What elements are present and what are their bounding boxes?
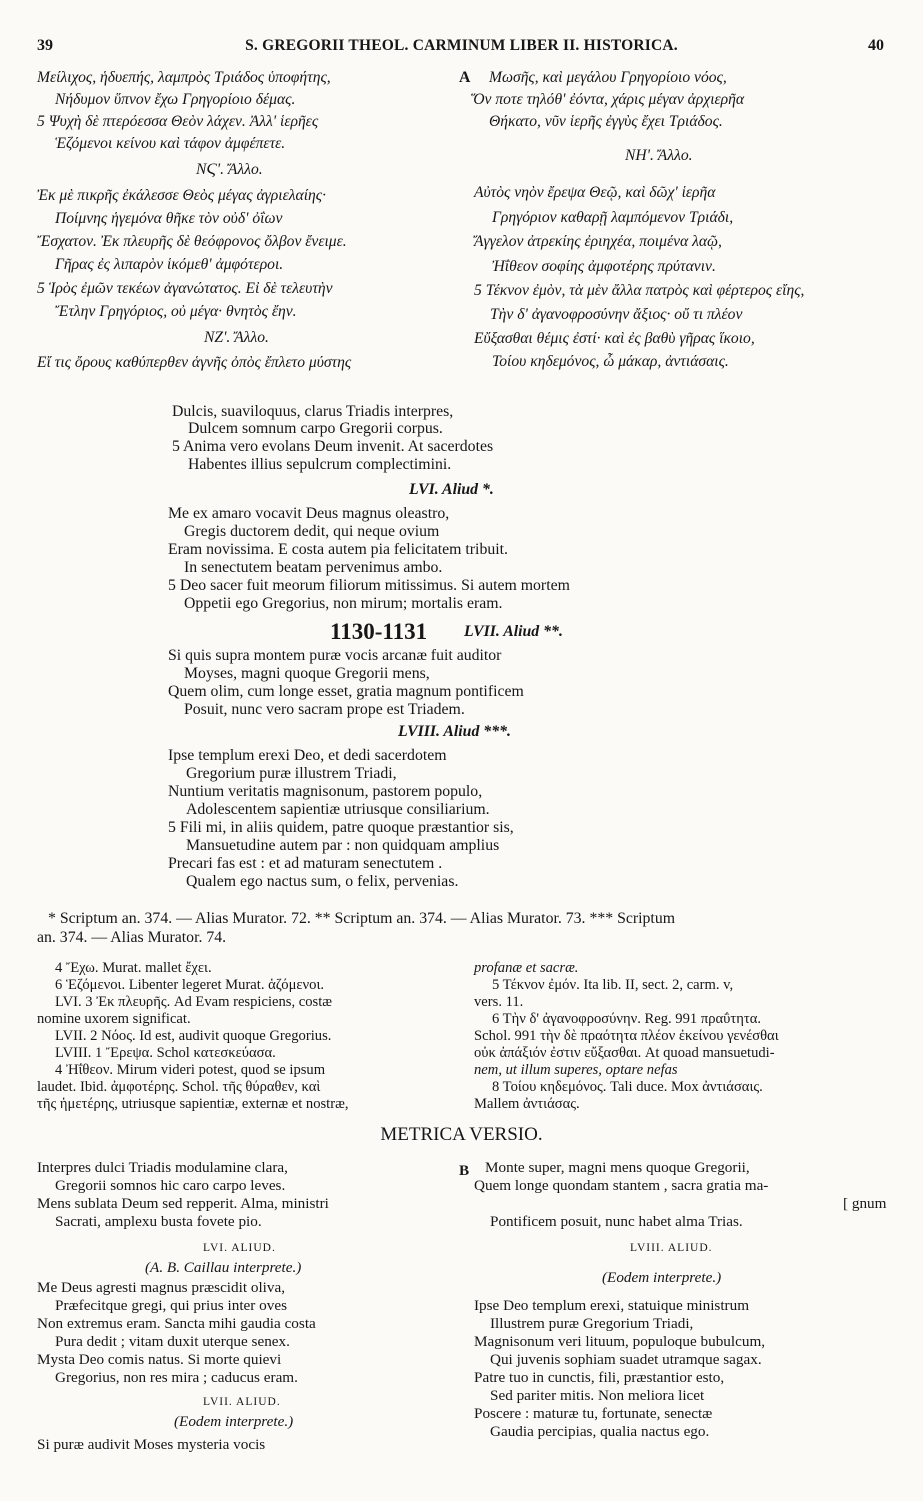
note-line: 4 Ἠΐθεον. Mirum videri potest, quod se ipsum (55, 1062, 326, 1078)
latin-line: Precari fas est : et ad maturam senectutem . (168, 855, 443, 872)
verse-line: Sed pariter mitis. Non meliora licet (490, 1387, 705, 1404)
note-line: LVIII. 1 Ἔρεψα. Schol κατεσκεύασα. (55, 1045, 276, 1061)
greek-line: Ἔτλην Γρηγόριος, οὐ μέγα· θνητὸς ἔην. (55, 303, 297, 320)
greek-line: Εἴ τις ὄρους καθύπερθεν ἁγνῆς ὀπὸς ἔπλετο μύστης (37, 354, 352, 371)
latin-line: Dulcem somnum carpo Gregorii corpus. (188, 420, 443, 437)
verse-line: Gregorius, non res mira ; caducus eram. (55, 1369, 298, 1386)
verse-line: Qui juvenis sophiam suadet utramque sagax. (490, 1351, 762, 1368)
greek-line: 5 Ἱρὸς ἐμῶν τεκέων ἀγανώτατος. Εἰ δὲ τελευτὴν (37, 280, 333, 297)
latin-line: Si quis supra montem puræ vocis arcanæ fuit auditor (168, 647, 502, 664)
column-marker: B (459, 1162, 470, 1179)
latin-line: Quem olim, cum longe esset, gratia magnum pontificem (168, 683, 524, 700)
verse-line: Pontificem posuit, nunc habet alma Trias. (490, 1213, 743, 1230)
latin-line: Dulcis, suaviloquus, clarus Triadis interpres, (172, 403, 454, 420)
greek-line: Ποίμνης ἡγεμόνα θῆκε τὸν οὐδ' ὀΐων (55, 210, 283, 227)
verse-line: Patre tuo in cunctis, fili, præstantior esto, (474, 1369, 725, 1386)
latin-line: Mansuetudine autem par : non quidquam amplius (186, 837, 500, 854)
greek-line: Μείλιχος, ἡδυεπής, λαμπρὸς Τριάδος ὑποφήτης, (37, 69, 331, 86)
verse-line: Me Deus agresti magnus præscidit oliva, (37, 1279, 286, 1296)
page-number-left: 39 (37, 37, 53, 54)
poem-heading: LVI. ALIUD. (203, 1242, 276, 1254)
footnote-line: an. 374. — Alias Murator. 74. (37, 929, 227, 946)
note-line: nem, ut illum superes, optare nefas (474, 1062, 678, 1078)
greek-line: Τὴν δ' ἀγανοφροσύνην ἄξιος· οὔ τι πλέον (490, 306, 743, 323)
verse-line: Gaudia percipias, qualia nactus ego. (490, 1423, 710, 1440)
latin-line: Ipse templum erexi Deo, et dedi sacerdotem (168, 747, 447, 764)
greek-line: Γῆρας ἐς λιπαρὸν ἱκόμεθ' ἀμφότεροι. (55, 256, 284, 273)
verse-line: Pura dedit ; vitam duxit uterque senex. (55, 1333, 290, 1350)
greek-line: Ἑζόμενοι κείνου καὶ τάφον ἀμφέπετε. (55, 135, 286, 152)
greek-line: Μωσῆς, καὶ μεγάλου Γρηγορίοιο νόος, (489, 69, 727, 86)
latin-line: Gregorium puræ illustrem Triadi, (186, 765, 397, 782)
note-line: τῆς ἡμετέρης, utriusque sapientiæ, externæ et nostræ, (37, 1096, 349, 1112)
note-line: laudet. Ibid. ἀμφοτέρης. Schol. τῆς θύραθεν, καὶ (37, 1079, 321, 1095)
note-line: LVII. 2 Νόος. Id est, audivit quoque Gregorius. (55, 1028, 332, 1044)
note-line: 6 Ἑζόμενοι. Libenter legeret Murat. ἁζόμενοι. (55, 977, 325, 993)
column-marker: A (459, 69, 471, 86)
note-line: 8 Τοίου κηδεμόνος. Tali duce. Mox ἀντιάσαις. (492, 1079, 763, 1095)
latin-line: Me ex amaro vocavit Deus magnus oleastro, (168, 505, 450, 522)
verse-line: Si puræ audivit Moses mysteria vocis (37, 1436, 266, 1453)
greek-line: Ἄγγελον ἀτρεκίης ἐριηχέα, ποιμένα λαῷ, (474, 233, 722, 250)
latin-line: Oppetii ego Gregorius, non mirum; mortalis eram. (184, 595, 503, 612)
latin-line: 5 Fili mi, in aliis quidem, patre quoque præstantior sis, (168, 819, 514, 836)
note-line: οὐκ ἀπάξιόν ἐστιν εὔξασθαι. At quoad mansuetudi- (474, 1045, 775, 1061)
verse-line: Mens sublata Deum sed repperit. Alma, ministri (37, 1195, 329, 1212)
verse-line: Non extremus eram. Sancta mihi gaudia costa (37, 1315, 316, 1332)
latin-line: Qualem ego nactus sum, o felix, pervenias. (186, 873, 459, 890)
greek-line: Θήκατο, νῦν ἱερῆς ἐγγὺς ἔχει Τριάδος. (489, 113, 723, 130)
interpreter-credit: (A. B. Caillau interprete.) (145, 1259, 302, 1276)
greek-line: Ἔσχατον. Ἐκ πλευρῆς δὲ θεόφρονος ὄλβον ἔνειμε. (37, 233, 347, 250)
note-line: nomine uxorem significat. (37, 1011, 191, 1027)
note-line: 6 Τὴν δ' ἀγανοφροσύνην. Reg. 991 πραΰτητα. (492, 1011, 762, 1027)
interpreter-credit: (Eodem interprete.) (174, 1413, 294, 1430)
verse-line: Gregorii somnos hic caro carpo leves. (55, 1177, 286, 1194)
note-line: LVI. 3 Ἐκ πλευρῆς. Ad Evam respiciens, costæ (55, 994, 332, 1010)
verse-line: Mysta Deo comis natus. Si morte quievi (37, 1351, 282, 1368)
poem-heading: LVI. Aliud *. (409, 481, 494, 498)
page-number-right: 40 (868, 37, 884, 54)
verse-line: Ipse Deo templum erexi, statuique ministrum (474, 1297, 750, 1314)
verse-line: Poscere : maturæ tu, fortunate, senectæ (474, 1405, 713, 1422)
poem-heading: ΝϚ'. Ἄλλο. (196, 161, 263, 178)
latin-line: Moyses, magni quoque Gregorii mens, (184, 665, 430, 682)
latin-line: Adolescentem sapientiæ utriusque consiliarium. (186, 801, 490, 818)
latin-line: Posuit, nunc vero sacram prope est Triadem. (184, 701, 465, 718)
note-line: Schol. 991 τὴν δὲ πραότητα πλέον ἐκείνου γενέσθαι (474, 1028, 779, 1044)
verse-line: Quem longe quondam stantem , sacra gratia ma- (474, 1177, 769, 1194)
note-line: 4 Ἔχω. Murat. mallet ἔχει. (55, 960, 212, 976)
greek-line: Τοίου κηδεμόνος, ὦ μάκαρ, ἀντιάσαις. (492, 353, 729, 370)
latin-line: Habentes illius sepulcrum complectimini. (188, 456, 452, 473)
verse-line: Sacrati, amplexu busta fovete pio. (55, 1213, 262, 1230)
poem-heading: LVII. Aliud **. (464, 623, 563, 640)
note-line: profanæ et sacræ. (474, 960, 579, 976)
poem-heading: LVII. ALIUD. (203, 1396, 281, 1408)
greek-line: Ἠΐθεον σοφίης ἀμφοτέρης πρύτανιν. (492, 258, 716, 275)
latin-line: 5 Anima vero evolans Deum invenit. At sacerdotes (172, 438, 494, 455)
greek-line: Ὅν ποτε τηλόθ' ἐόντα, χάρις μέγαν ἀρχιερῆα (471, 91, 745, 108)
verse-line: Magnisonum veri lituum, populoque bubulcum, (474, 1333, 766, 1350)
footnote-line: * Scriptum an. 374. — Alias Murator. 72. ** Scriptum an. 374. — Alias Murator. 73. *** Scriptum (48, 910, 676, 927)
poem-heading: ΝΗ'. Ἄλλο. (625, 147, 693, 164)
greek-line: Εὔξασθαι θέμις ἐστί· καὶ ἐς βαθὺ γῆρας ἵκοιο, (474, 330, 755, 347)
verse-line: Monte super, magni mens quoque Gregorii, (485, 1159, 750, 1176)
latin-line: Nuntium veritatis magnisonum, pastorem populo, (168, 783, 483, 800)
verse-line: Illustrem puræ Gregorium Triadi, (490, 1315, 694, 1332)
interpreter-credit: (Eodem interprete.) (602, 1269, 722, 1286)
note-line: Mallem ἀντιάσας. (474, 1096, 580, 1112)
section-title: METRICA VERSIO. (380, 1124, 543, 1145)
latin-line: Gregis ductorem dedit, qui neque ovium (184, 523, 440, 540)
note-line: vers. 11. (474, 994, 524, 1010)
verse-line-continuation: [ gnum (843, 1195, 887, 1212)
greek-line: 5 Ψυχὴ δὲ πτερόεσσα Θεὸν λάχεν. Ἀλλ' ἱερῆες (37, 113, 319, 130)
column-number: 1130-1131 (330, 619, 428, 644)
greek-line: Αὐτὸς νηὸν ἔρεψα Θεῷ, καὶ δῶχ' ἱερῆα (474, 184, 716, 201)
greek-line: 5 Τέκνον ἐμὸν, τὰ μὲν ἄλλα πατρὸς καὶ φέρτερος εἴης, (474, 282, 805, 299)
greek-line: Ἐκ μὲ πικρῆς ἐκάλεσσε Θεὸς μέγας ἀγριελαίης· (37, 187, 326, 204)
latin-line: Eram novissima. E costa autem pia felicitatem tribuit. (168, 541, 508, 558)
poem-heading: LVIII. Aliud ***. (398, 723, 511, 740)
greek-line: Γρηγόριον καθαρῇ λαμπόμενον Τριάδι, (492, 209, 734, 226)
note-line: 5 Τέκνον ἐμόν. Ita lib. II, sect. 2, carm. v, (492, 977, 734, 993)
page-title: S. GREGORII THEOL. CARMINUM LIBER II. HISTORICA. (245, 37, 678, 54)
greek-line: Νήδυμον ὕπνον ἔχω Γρηγορίοιο δέμας. (55, 91, 296, 108)
verse-line: Præfecitque gregi, qui prius inter oves (55, 1297, 287, 1314)
poem-heading: LVIII. ALIUD. (630, 1242, 713, 1254)
latin-line: In senectutem beatam pervenimus ambo. (184, 559, 443, 576)
poem-heading: ΝΖ'. Ἄλλο. (204, 329, 269, 346)
latin-line: 5 Deo sacer fuit meorum filiorum mitissimus. Si autem mortem (168, 577, 570, 594)
verse-line: Interpres dulci Triadis modulamine clara, (37, 1159, 288, 1176)
